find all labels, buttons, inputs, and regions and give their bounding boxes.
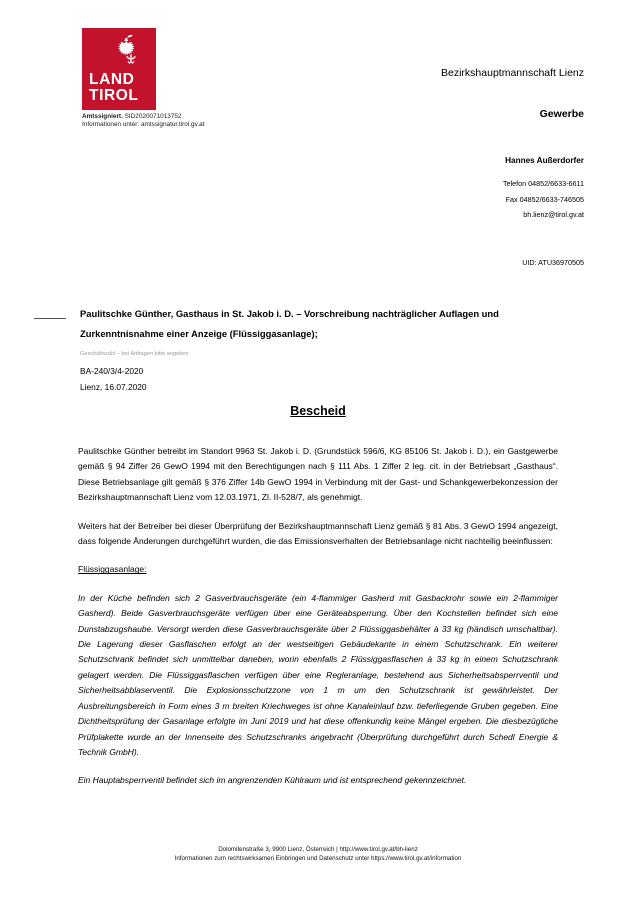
- logo-wordmark: [89, 72, 139, 104]
- contact-fax: Fax 04852/6633-746505: [505, 194, 584, 204]
- amtssignatur-line: [82, 113, 292, 121]
- body-paragraph-1: Paulitschke Günther betreibt im Standort 9963 St. Jakob i. D. (Grundstück 596/6, KG 85106 St. Jakob i. D.), ein Gastgewerbe gemäß § 94 Ziffer 26 GewO 1994 mit den Berechtigungen nach § 111 Abs. 1 Ziffer 2 leg. cit. in der Betriebsart „Gasthaus“. Diese Betriebsanlage gilt gemäß § 376 Ziffer 14b GewO 1994 in Verbindung mit der Gast- und Schankgewerbekonzession der Bezirkshauptmannschaft Lienz vom 12.03.1971, Zl. II-528/7, als genehmigt.: [78, 446, 558, 503]
- logo-word-tirol: TIROL: [89, 87, 139, 104]
- amtssignatur-info: Informationen unter: amtssignatur.tirol.gv.at: [82, 121, 205, 129]
- amtssignatur-label: Amtssigniert.: [82, 113, 123, 120]
- amtssignatur-block: [82, 113, 292, 130]
- document-header: [0, 0, 636, 290]
- logo-word-land: LAND: [89, 71, 135, 88]
- page-title: Bescheid: [290, 404, 346, 418]
- subject-block: [0, 304, 636, 394]
- footer-info-line: Informationen zum rechtswirksamen Einbringen und Datenschutz unter https://www.tirol.gv.at/information: [174, 855, 462, 863]
- section-heading-fluessiggasanlage: Flüssiggasanlage:: [78, 564, 147, 575]
- file-number-hint: Geschäftszahl – bei Anfragen bitte angeben: [80, 351, 189, 357]
- office-name: Bezirkshauptmannschaft Lienz: [441, 67, 584, 79]
- body-paragraph-2: Weiters hat der Betreiber bei dieser Überprüfung der Bezirkshauptmannschaft Lienz gemäß § 81 Abs. 3 GewO 1994 angezeigt, dass folgende Änderungen durchgeführt wurden, die das Emissionsverhalten der Betriebsanlage nicht nachteilig beeinflussen:: [78, 520, 558, 547]
- land-tirol-logo: [82, 28, 292, 130]
- footer-address-line: Dolomitenstraße 3, 9900 Lienz, Österreich | http://www.tirol.gv.at/bh-lienz: [218, 845, 418, 853]
- place-and-date: Lienz, 16.07.2020: [80, 382, 147, 392]
- body-paragraph-4: Ein Hauptabsperrventil befindet sich im angrenzenden Kühlraum und ist entsprechend gekennzeichnet.: [78, 775, 467, 786]
- uid-number: UID: ATU36970505: [522, 257, 584, 267]
- contact-phone: Telefon 04852/6633-6611: [503, 179, 584, 188]
- file-number: BA-240/3/4-2020: [80, 366, 144, 376]
- logo-square: [82, 28, 156, 110]
- amtssignatur-sid: SID2020071013752: [124, 113, 182, 120]
- document-footer: [0, 845, 636, 864]
- contact-email[interactable]: bh.lienz@tirol.gv.at: [523, 210, 584, 219]
- subject-title: Paulitschke Günther, Gasthaus in St. Jakob i. D. – Vorschreibung nachträglicher Auflagen und Zurkenntnisnahme einer Anzeige (Flüssiggasanlage);: [80, 308, 499, 339]
- body-paragraph-3: In der Küche befinden sich 2 Gasverbrauchsgeräte (ein 4-flammiger Gasherd mit Gasbackrohr sowie ein 2-flammiger Gasherd). Beide Gasverbrauchsgeräte verfügen über eine Geräteabsperrung. Über den Kochstellen befindet sich eine Dunstabzugshaube. Versorgt werden diese Gasverbrauchsgeräte über 2 Flüssiggasbehälter à 33 kg (händisch umschaltbar). Die Lagerung dieser Gasflaschen erfolgt an der westseitigen Gebäudekante in einem Schutzschrank. Ein weiterer Schutzschrank befindet sich unmittelbar daneben, worin ebenfalls 2 Flüssiggasflaschen à 33 kg in einem Schutzschrank gelagert werden. Die Flüssiggasflaschen verfügen über eine Regleranlage, bestehend aus Sicherheitsabsperrventil und Sicherheitsabblaserventil. Die Explosionsschutzzone von 1 m um den Schutzschrank ist gewährleistet. Der Ausbreitungsbereich in Form eines 3 m breiten Kriechweges ist ohne Kanaleinlauf bzw. tieferliegende Gruben gegeben. Eine Dichtheitsprüfung der Gasanlage erfolgte im Juni 2019 und hat diese offenkundig keine Mängel ergeben. Die diesbezügliche Prüfplakette wurde an der Innenseite des Schutzschranks angebracht (Überprüfung durchgeführt durch Schedl Energie & Technik GmbH).: [78, 592, 558, 757]
- department-name: Gewerbe: [539, 108, 584, 120]
- subject-divider: [34, 318, 66, 319]
- document-body: [78, 404, 558, 802]
- header-contact-block: [264, 66, 584, 267]
- contact-person-name: Hannes Außerdorfer: [505, 156, 584, 165]
- tirol-eagle-icon: [112, 32, 150, 70]
